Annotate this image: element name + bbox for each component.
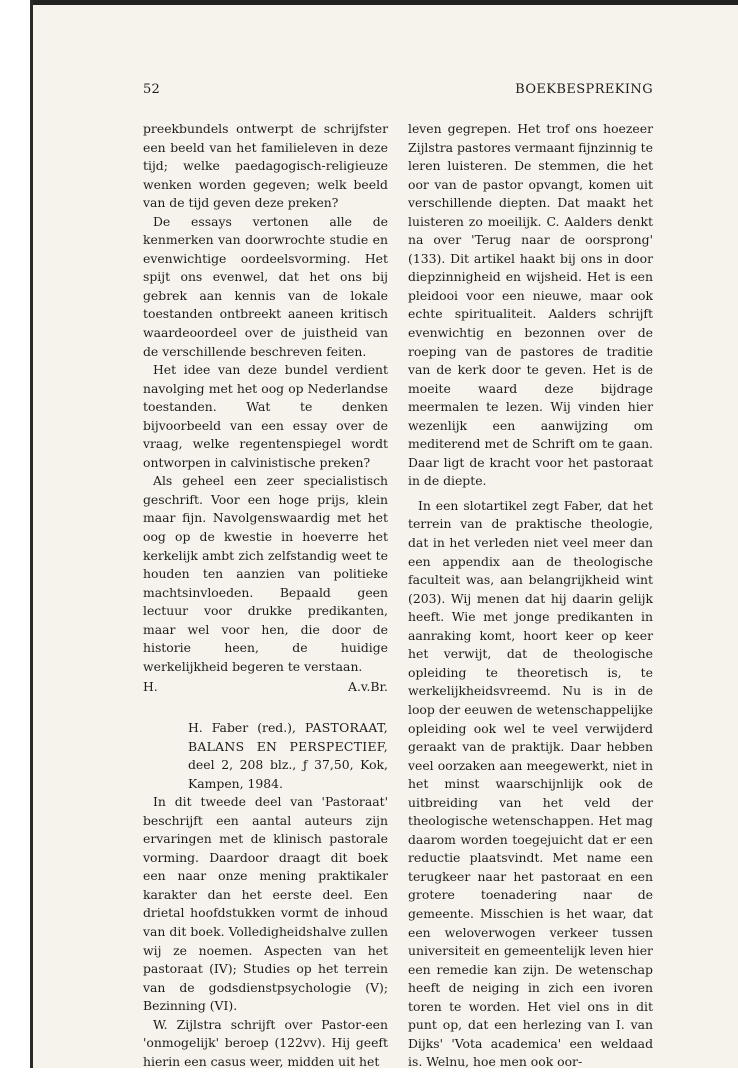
paragraph: Als geheel een zeer specialistisch geschrift. Voor een hoge prijs, klein maar fijn. Navolgenswaardig met het oog op de kwestie in hoeverre het kerkelijk ambt zich zelfstandig weet te houden ten aanzien van politieke machtsinvloeden. Bepaald geen lectuur voor drukke predikanten, maar wel voor hen, die door de historie heen, de huidige werkelijkheid begeren te verstaan.: [143, 473, 388, 674]
paragraph: De essays vertonen alle de kenmerken van doorwrochte studie en evenwichtige oordeelsvorming. Het spijt ons evenwel, dat het ons bij gebrek aan kennis van de lokale toestanden ontbreekt aaneen kritisch waardeoordeel over de juistheid van de verschillende beschreven feiten.: [143, 213, 388, 359]
signature-initial: H.: [143, 679, 158, 695]
paragraph: Het idee van deze bundel verdient navolging met het oog op Nederlandse toestanden. Wat te denken bijvoorbeeld van een essay over de vraag, welke regentenspiegel wordt ontworpen in calvinistische preken?: [143, 362, 388, 470]
paragraph: In een slotartikel zegt Faber, dat het terrein van de praktische theologie, dat in het verleden niet veel meer dan een appendix aan de theologische faculteit was, aan belangrijkheid wint (203). Wij menen dat hij daarin gelijk heeft. Wie met jonge predikanten in aanraking komt, hoort keer op keer het verwijt, dat de theologische opleiding te theoretisch is, te werkelijkheidsvreemd. Nu is in de loop der eeuwen de wetenschappelijke opleiding ook wel te veel verwijderd geraakt van de praktijk. Daar hebben veel oorzaken aan meegewerkt, niet in het minst waarschijnlijk ook de uitbreiding van het veld der theologische wetenschappen. Het mag daarom worden toegejuicht dat er een reductie plaatsvindt. Met name een terugkeer naar het pastoraat en een grotere toenadering naar de gemeente. Misschien is het waar, dat een weloverwogen verkeer tussen universiteit en gemeentelijk leven hier een remedie kan zijn. De wetenschap heeft de neiging in zich een ivoren toren te worden. Het viel ons in dit punt op, dat een herlezing van I. van Dijks' 'Vota academica' een weldaad is. Welnu, hoe men ook oor-: [408, 497, 653, 1070]
reference-title: PASTORAAT, BALANS EN PERSPECTIEF,: [188, 719, 388, 754]
signature-author: A.v.Br.: [348, 679, 388, 695]
page-number: 52: [143, 82, 160, 97]
running-head: BOEKBESPREKING: [515, 82, 653, 97]
page-header: [143, 82, 653, 102]
reference-details: deel 2, 208 blz., ƒ 37,50, Kok, Kampen, 1984.: [188, 757, 388, 791]
paragraph: leven gegrepen. Het trof ons hoezeer Zijlstra pastores vermaant fijnzinnig te leren luisteren. De stemmen, die het oor van de pastor opvangt, komen uit verschillende diepten. Dat maakt het luisteren zo moeilijk. C. Aalders denkt na over 'Terug naar de oorsprong' (133). Dit artikel haakt bij ons in door diepzinnigheid en wijsheid. Het is een pleidooi voor een nieuwe, maar ook echte spiritualiteit. Aalders schrijft evenwichtig en bezonnen over de roeping van de pastores de traditie van de kerk door te geven. Het is de moeite waard deze bijdrage meermalen te lezen. Wij vinden hier wezenlijk een aanwijzing om mediterend met de Schrift om te gaan. Daar ligt de kracht voor het pastoraat in de diepte.: [408, 121, 653, 489]
reference-author: H. Faber (red.),: [188, 719, 296, 735]
left-column: [143, 120, 388, 1071]
review-signature: [143, 678, 388, 697]
right-column: [408, 120, 653, 1072]
paragraph: In dit tweede deel van 'Pastoraat' beschrijft een aantal auteurs zijn ervaringen met de klinisch pastorale vorming. Daardoor draagt dit boek een naar onze mening praktikaler karakter dan het eerste deel. Een drietal hoofdstukken vormt de inhoud van dit boek. Volledigheidshalve zullen wij ze noemen. Aspecten van het pastoraat (IV); Studies op het terrein van de godsdienstpsychologie (V); Bezinning (VI).: [143, 794, 388, 1014]
paragraph: preekbundels ontwerpt de schrijfster een beeld van het familieleven in deze tijd; welke paedagogisch-religieuze wenken worden gegeven; welk beeld van de tijd geven deze preken?: [143, 121, 388, 211]
paragraph: W. Zijlstra schrijft over Pastor-een 'onmogelijk' beroep (122vv). Hij geeft hierin een casus weer, midden uit het: [143, 1016, 388, 1069]
book-reference: [188, 719, 388, 793]
